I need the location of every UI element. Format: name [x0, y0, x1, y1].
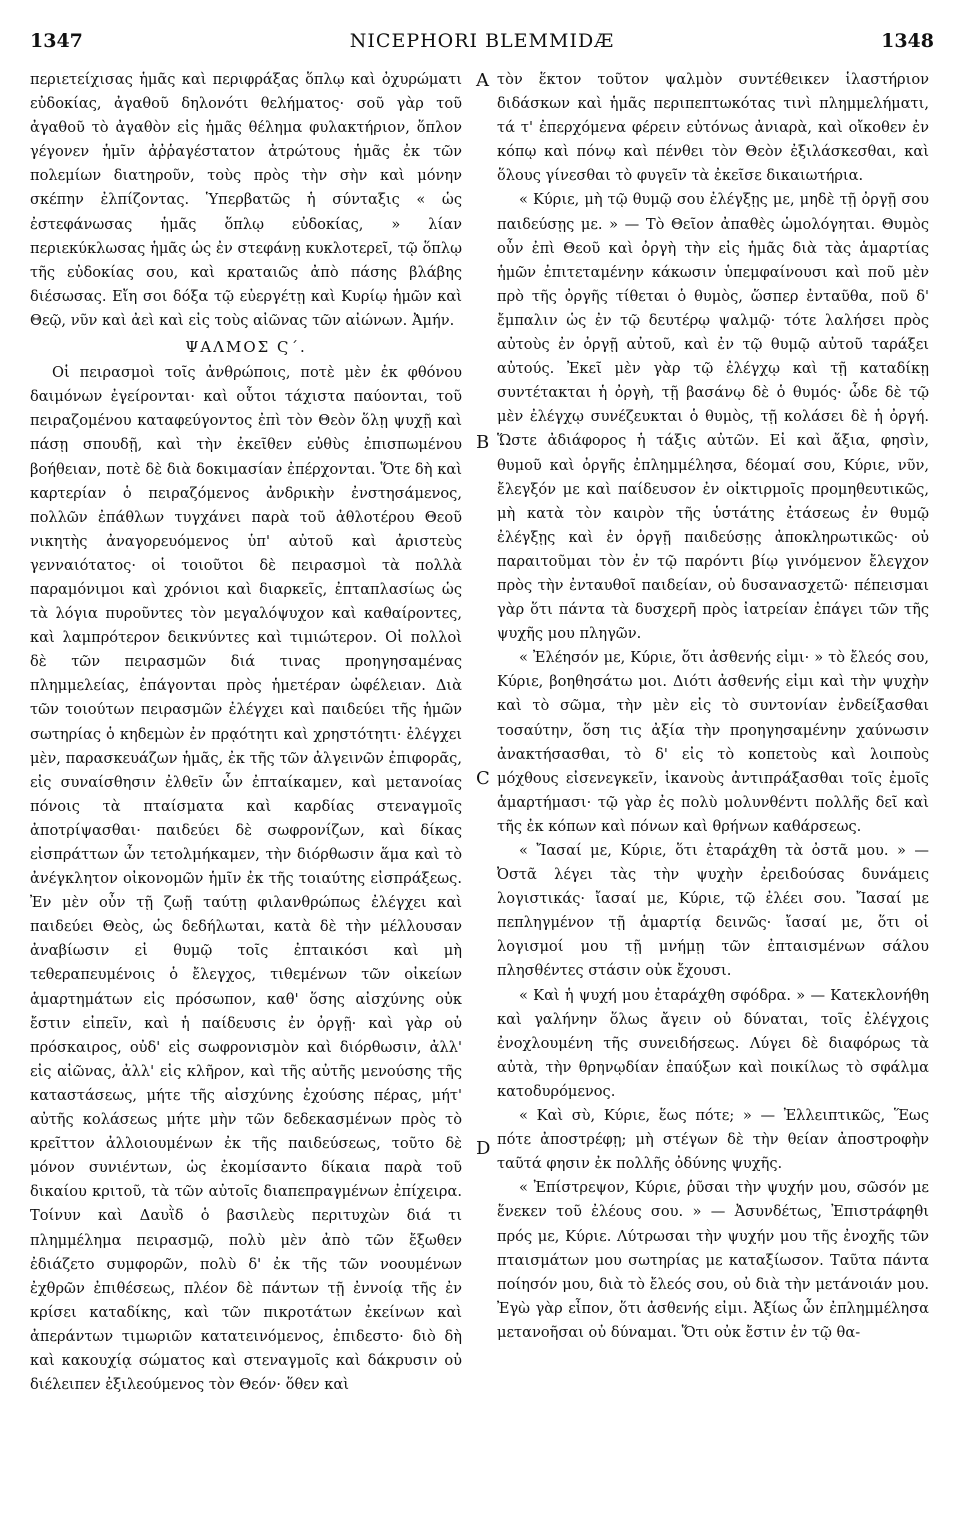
right-paragraph-1: τὸν ἕκτον τοῦτον ψαλμὸν συντέθεικεν ἱλαστήριον διδάσκων καὶ ἡμᾶς περιπεπτωκότας τινὶ πλημμελήματι, τά τ' ἐπερχόμενα φέρειν εὐτόνως ἀνιαρὰ, καὶ οἴκοθεν ἐν κόπῳ καὶ πόνῳ καὶ πένθει τὸν Θεὸν ἐξιλάσκεσθαι, καὶ ὅλους γίνεσθαι τὸ φυγεῖν τὰ ἐκεῖσε δικαιωτήρια. [497, 71, 929, 185]
right-paragraph-6: « Καὶ σὺ, Κύριε, ἕως πότε; » — Ἐλλειπτικῶς, Ἕως πότε ἀποστρέφῃ; μὴ στέγων δὲ τὴν θείαν ἀποστροφὴν ταῦτά φησιν ἐκ πολλῆς ὀδύνης ψυχῆς. [497, 1107, 929, 1173]
right-paragraph-4: « Ἴασαί με, Κύριε, ὅτι ἐταράχθη τὰ ὀστᾶ μου. » — Ὀστᾶ λέγει τὰς τὴν ψυχὴν ἐρειδούσας δυνάμεις λογιστικάς· ἴασαί με, Κύριε, τῷ ἐλέει σου. Ἴασαί με πεπληγμένον τῇ ἁμαρτίᾳ δεινῶς· ἴασαί με, ὅτι οἱ λογισμοί μου τῇ μνήμῃ τῶν ἐπταισμένων σάλου πλησθέντες στάσιν οὐκ ἔχουσι. [497, 842, 929, 980]
left-column [30, 68, 462, 1397]
right-column [497, 68, 929, 1345]
psalm-heading: ΨΑΛΜΟΣ Ϛ΄. [185, 338, 307, 357]
page-number-left: 1347 [30, 30, 83, 52]
right-paragraph-7: « Ἐπίστρεψον, Κύριε, ῥῦσαι τὴν ψυχήν μου, σῶσόν με ἕνεκεν τοῦ ἐλέους σου. » — Ἀσυνδέτως, Ἐπιστράφηθι πρός με, Κύριε. Λύτρωσαι τὴν ψυχήν μου τῆς ἐνοχῆς τῶν πταισμάτων μου σωτηρίας με καταξίωσον. Ταῦτα πάντα ποίησόν μου, διὰ τὸ ἔλεός σου, οὐ διὰ τὴν μετάνοιάν μου. Ἐγὼ γὰρ εἶπον, ὅτι ἀσθενής εἰμι. Ἀξίως ὧν ἐπλημμέλησα μετανοῆσαι οὐ δύναμαι. Ὅτι οὐκ ἔστιν ἐν τῷ θα- [497, 1179, 929, 1341]
margin-marker-b: B [476, 432, 490, 453]
right-paragraph-5: « Καὶ ἡ ψυχή μου ἐταράχθη σφόδρα. » — Κατεκλονήθη καὶ γαλήνην ὅλως ἄγειν οὐ δύναται, τοῖς ἐλέγχοις ἐνοχλουμένη τῆς συνειδήσεως. Λύγει δὲ διαφόρως τὰ αὐτὰ, τὴν θρηνῳδίαν ἐπαύξων καὶ ποικίλως τὸ σφάλμα κατοδυρόμενος. [497, 986, 929, 1100]
left-paragraph-2: Οἱ πειρασμοὶ τοῖς ἀνθρώποις, ποτὲ μὲν ἐκ φθόνου δαιμόνων ἐγείρονται· καὶ οὗτοι τάχιστα παύονται, τοῦ πειραζομένου καταφεύγοντος ἐπὶ τὸν Θεὸν ὅλῃ ψυχῇ καὶ πάσῃ σπουδῇ, καὶ τὴν ἐκεῖθεν εὐθὺς ἐπισπωμένου βοήθειαν, ποτὲ δὲ διὰ δοκιμασίαν ἐπέρχονται. Ὅτε δὴ καὶ καρτερίαν ὁ πειραζόμενος ἀνδρικὴν ἐνστησάμενος, πολλῶν ἐπάθλων τυγχάνει παρὰ τοῦ ἀθλοτέρου Θεοῦ νικητὴς ἀναγορευόμενος ὑπ' αὐτοῦ καὶ ἀριστεὺς γενναιότατος· οἱ τοιοῦτοι δὲ πειρασμοὶ τὰ πολλὰ παραμόνιμοι καὶ χρόνιοι καὶ διαρκεῖς, ἐπταπλασίως ὡς τὰ λόγια πυροῦντες τὸν μεγαλόψυχον καὶ καθαίροντες, καὶ λαμπρότερον δεικνύντες καὶ τιμιώτερον. Οἱ πολλοὶ δὲ τῶν πειρασμῶν διά τινας προηγησαμένας πλημμελείας, ἐπάγονται πρὸς ἡμετέραν ὠφέλειαν. Διὰ τῶν τοιούτων πειρασμῶν ἐλέγχει καὶ παιδεύει τῆς ἡμῶν σωτηρίας ὁ κηδεμὼν ἐν πρᾳότητι καὶ χρηστότητι· ἐλέγχει μὲν, παρασκευάζων ἡμᾶς, ἐκ τῆς τῶν ἀλγεινῶν ἐπιφορᾶς, εἰς συναίσθησιν ἐλθεῖν ὧν ἐπταίκαμεν, καὶ μετανοίας πόνοις τὰ πταίσματα καὶ καρδίας στεναγμοῖς ἀποτρίψασθαι· παιδεύει δὲ σωφρονίζων, καὶ δίκας εἰσπράττων ὧν τετολμήκαμεν, τὴν διόρθωσιν ἅμα καὶ τὸ ἀνέγκλητον οἰκονομῶν ἡμῖν ἐκ τῆς τοιαύτης εἰσπράξεως. Ἐν μὲν οὖν τῇ ζωῇ ταύτῃ φιλανθρώπως ἐλέγχει καὶ παιδεύει Θεὸς, ὡς δεδήλωται, κατὰ δὲ τὴν μέλλουσαν ἀναβίωσιν εἰ θυμῷ τοῖς ἐπταικόσι καὶ μὴ τεθεραπευμένοις ὁ ἔλεγχος, τιθεμένων τῶν οἰκείων ἁμαρτημάτων εἰς πρόσωπον, καθ' ὅσης αἰσχύνης οὐκ ἔστιν εἰπεῖν, καὶ ἡ παίδευσις ἐν ὀργῇ· καὶ γὰρ οὐ πρόσκαιρος, οὐδ' εἰς σωφρονισμὸν καὶ διόρθωσιν, ἀλλ' εἰς αἰῶνας, ἀλλ' εἰς κλῆρον, καὶ τῆς αὐτῆς μενούσης τῆς καταστάσεως, μήτε τῆς αἰσχύνης ἐχούσης πέρας, μήτ' αὐτῆς κολάσεως μήτε μὴν τῶν δεδεκασμένων πρὸς τὸ κρεῖττον ἀλλοιουμένων ἐκ τῆς παιδεύσεως, τοῦτο δὲ μόνον συνιέντων, ὡς ἐκομίσαντο δίκαια παρὰ τοῦ δικαίου κριτοῦ, τὰ τῶν αὐτοῖς διαπεπραγμένων ἐπίχειρα. Τοίνυν καὶ Δαυῒδ ὁ βασιλεὺς περιτυχὼν διά τι πλημμέλημα πειρασμῷ, πολὺ μὲν ἀπὸ τῶν ἔξωθεν ἐδιάζετο συμφορῶν, πολὺ δ' ἐκ τῆς τῶν νοουμένων ἐχθρῶν ἐπιθέσεως, πλέον δὲ πάντων τῇ ἐννοίᾳ τῆς ἐν κρίσει καταδίκης, καὶ τῶν πικροτάτων ἐκείνων καὶ ἀπεράντων τιμωριῶν κατατεινόμενος, ἐπιδεστο· διὸ δὴ καὶ κακουχίᾳ σώματος καὶ στεναγμοῖς καὶ δάκρυσιν οὐ διέλειπεν ἐξιλεούμενος τὸν Θεόν· ὅθεν καὶ [30, 364, 462, 1394]
running-title: NICEPHORI BLEMMIDÆ [349, 30, 615, 52]
right-paragraph-2: « Κύριε, μὴ τῷ θυμῷ σου ἐλέγξῃς με, μηδὲ τῇ ὀργῇ σου παιδεύσῃς με. » — Τὸ Θεῖον ἀπαθὲς ὡμολόγηται. Θυμὸς οὖν ἐπὶ Θεοῦ καὶ ὀργὴ τὴν εἰς ἡμᾶς διὰ τὰς ἁμαρτίας ἡμῶν ἐπιτεταμένην κάκωσιν ὑπεμφαίνουσι καὶ ποῦ μὲν πρὸ τῆς ὀργῆς τίθεται ὁ θυμὸς, ὥσπερ ἐνταῦθα, ποῦ δ' ἔμπαλιν ὡς ἐν τῷ δευτέρῳ ψαλμῷ· τότε λαλήσει πρὸς αὐτοὺς ἐν ὀργῇ αὐτοῦ, καὶ ἐν τῷ θυμῷ αὐτοῦ ταράξει αὐτούς. Ἐκεῖ μὲν γὰρ τῷ ἐλέγχῳ καὶ τῇ καταδίκῃ συντέτακται ἡ ὀργὴ, τῇ βασάνῳ δὲ ὁ θυμός· ὧδε δὲ τῷ μὲν ἐλέγχῳ συνέζευκται ὁ θυμὸς, τῇ κολάσει δὲ ἡ ὀργή. Ὥστε ἀδιάφορος ἡ τάξις αὐτῶν. Εἰ καὶ ἄξια, φησὶν, θυμοῦ καὶ ὀργῆς ἐπλημμέλησα, δέομαί σου, Κύριε, νῦν, ἔλεγξόν με καὶ παίδευσον ἐν οἰκτιρμοῖς προμηθευτικῶς, μὴ κατὰ τὸν καιρὸν τῆς ὑστάτης ἐτάσεως ἐν θυμῷ ἐλέγξῃς καὶ ἐν ὀργῇ παιδεύσῃς ἀποκληρωτικῶς· οὐ παραιτοῦμαι τὸν ἐν τῷ παρόντι βίῳ γινόμενον ἔλεγχον πρὸς τὴν ἐνταυθοῖ παιδείαν, οὐ δυσανασχετῶ· πέπεισμαι γὰρ ὅτι πάντα τὰ δυσχερῆ πρὸς ἰατρείαν ἐπάγει τῶν τῆς ψυχῆς μου πληγῶν. [497, 191, 929, 643]
margin-marker-c: C [476, 768, 490, 789]
margin-marker-d: D [476, 1138, 491, 1159]
left-paragraph-1: περιετείχισας ἡμᾶς καὶ περιφράξας ὅπλῳ καὶ ὀχυρώματι εὐδοκίας, ἀγαθοῦ δηλονότι θελήματος· σοῦ γὰρ τοῦ ἀγαθοῦ τὸ ἀγαθὸν εἰς ἡμᾶς θέλημα φυλακτήριον, ὅπλον γέγονεν ἡμῖν ἀῤῥαγέστατον ἀτρώτους ἡμᾶς ἐκ τῶν πολεμίων διατηροῦν, τοὺς πρὸς τὴν σὴν καὶ μόνην σκέπην ἐλπίζοντας. Ὑπερβατῶς ἡ σύνταξις « ὡς ἐστεφάνωσας ἡμᾶς ὅπλῳ εὐδοκίας, » λίαν περιεκύκλωσας ἡμᾶς ὡς ἐν στεφάνῃ κυκλοτερεῖ, τῷ ὅπλῳ τῆς εὐδοκίας σου, καὶ κραταιῶς ἀπὸ πάσης βλάβης διέσωσας. Εἴη σοι δόξα τῷ εὐεργέτῃ καὶ Κυρίῳ ἡμῶν καὶ Θεῷ, νῦν καὶ ἀεὶ καὶ εἰς τοὺς αἰῶνας τῶν αἰώνων. Ἀμήν. [30, 71, 462, 329]
right-paragraph-3: « Ἐλέησόν με, Κύριε, ὅτι ἀσθενής εἰμι· » τὸ ἔλεός σου, Κύριε, βοηθησάτω μοι. Διότι ἀσθενής εἰμι καὶ τὴν ψυχὴν καὶ τὸ σῶμα, τὴν μὲν εἰς τὸ συντονίαν ἐνδείξασθαι τοσαύτην, ὅση τις ἀξία τὴν προηγησαμένην χαύνωσιν ἀνακτήσασθαι, τὸ δ' εἰς τὸ κοπετοὺς καὶ λοιποὺς μόχθους εἰσενεγκεῖν, ἱκανοὺς ἀντιπράξασθαι τοῖς ἐμοῖς ἁμαρτήμασι· τῷ γὰρ ἐς πολὺ μολυνθέντι πολλῆς δεῖ καὶ τῆς ἐκ κόπων καὶ πόνων καὶ θρήνων καθάρσεως. [497, 649, 929, 835]
page-number-right: 1348 [881, 30, 934, 52]
page-header [30, 30, 934, 60]
margin-marker-a: A [476, 70, 489, 91]
